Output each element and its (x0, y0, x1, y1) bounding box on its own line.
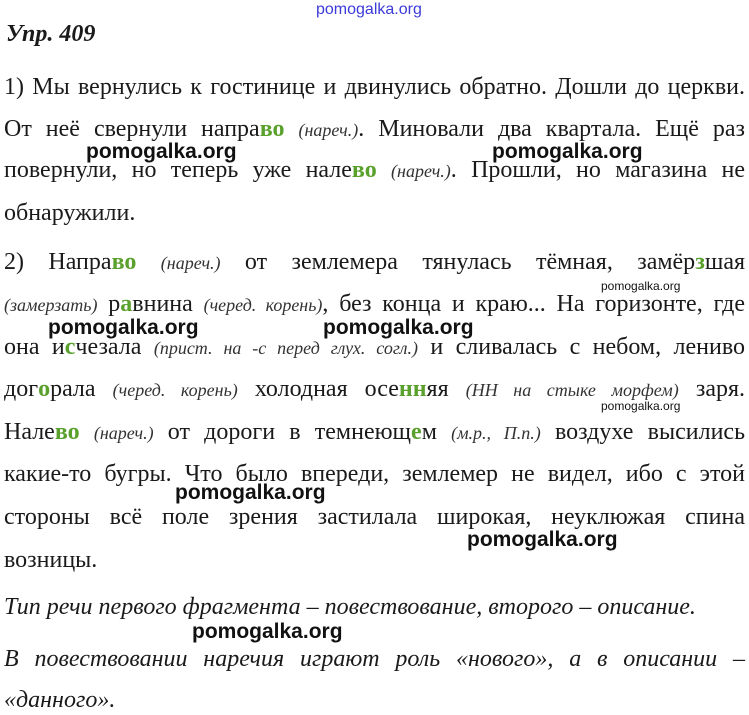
watermark: pomogalka.org (175, 481, 326, 504)
watermark: pomogalka.org (467, 528, 618, 551)
watermark: pomogalka.org (492, 140, 643, 163)
p2-line-3: она исчезала (прист. на -с перед глух. согл.) и сливалась с небом, лениво (4, 334, 746, 360)
watermark-top: pomogalka.org (316, 1, 422, 18)
p2-line-1: 2) Направо (нареч.) от землемера тянулась тёмная, замёрзшая (4, 249, 746, 275)
p2-line-5: Налево (нареч.) от дороги в темнеющем (м.р., П.п.) воздухе высились (4, 419, 746, 445)
conclusion-line-3: «данного». (4, 687, 116, 713)
watermark-small: pomogalka.org (601, 279, 681, 293)
conclusion-line-1: Тип речи первого фрагмента – повествование, второго – описание. (4, 594, 696, 620)
p1-line-4: обнаружили. (4, 200, 136, 226)
watermark: pomogalka.org (323, 316, 474, 339)
p1-line-2: От неё свернули направо (нареч.). Миновали два квартала. Ещё раз (4, 116, 745, 142)
p1-line-3: повернули, но теперь уже налево (нареч.). Прошли, но магазина не (4, 157, 745, 183)
watermark: pomogalka.org (192, 620, 343, 643)
p2-line-6: какие-то бугры. Что было впереди, землемер не видел, ибо с этой (4, 461, 745, 487)
p2-line-7: стороны всё поле зрения застилала широкая, неуклюжая спина (4, 504, 745, 530)
p2-line-2: (замерзать) равнина (черед. корень), без конца и краю... На горизонте, где (4, 291, 746, 317)
watermark: pomogalka.org (48, 316, 199, 339)
watermark: pomogalka.org (86, 140, 237, 163)
conclusion-line-2: В повествовании наречия играют роль «нового», а в описании – (4, 646, 745, 672)
p2-line-8: возницы. (4, 547, 98, 573)
p2-line-4: догорала (черед. корень) холодная осенняя (НН на стыке морфем) заря. (4, 376, 746, 402)
p1-line-1: 1) Мы вернулись к гостинице и двинулись обратно. Дошли до церкви. (4, 74, 745, 100)
watermark-small: pomogalka.org (601, 399, 681, 413)
exercise-title: Упр. 409 (6, 21, 96, 47)
